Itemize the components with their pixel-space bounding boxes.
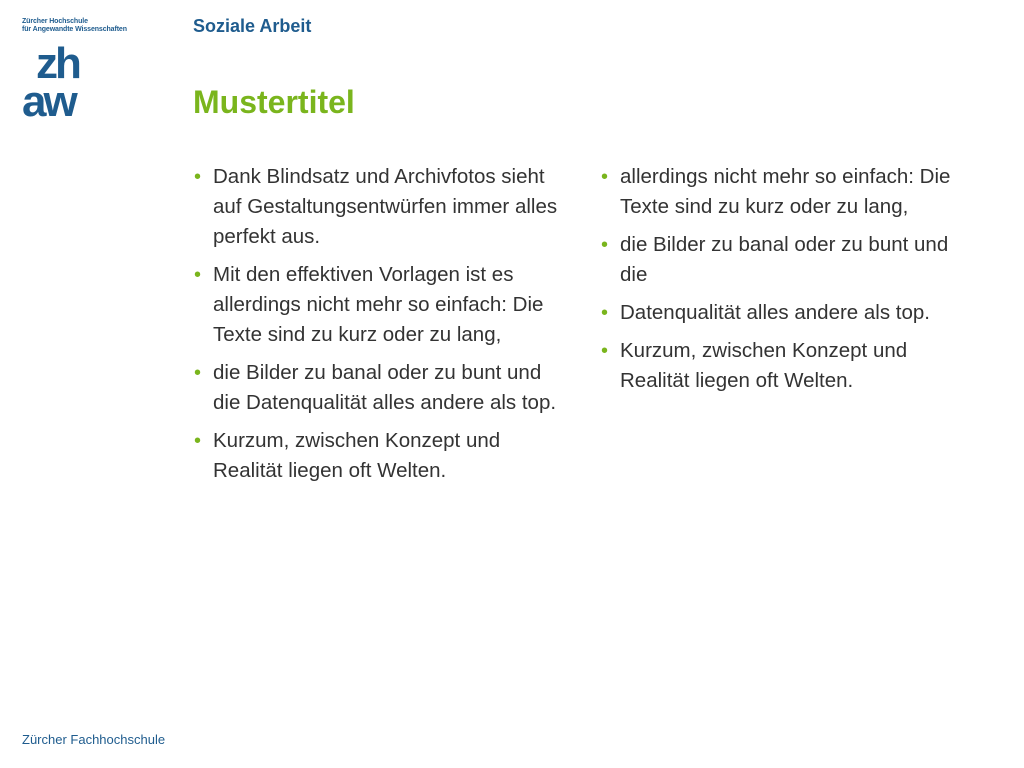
footer-label: Zürcher Fachhochschule [22, 732, 166, 747]
bullet-text: Mit den effektiven Vorlagen ist es allerdings nicht mehr so einfach: Die Texte sind zu kurz oder zu lang, [213, 263, 544, 346]
right-bullet-list [600, 162, 970, 396]
bullet-text: die Bilder zu banal oder zu bunt und die [620, 233, 949, 286]
bullet-icon: • [601, 302, 609, 324]
bullet-item [193, 260, 568, 350]
slide-title: Mustertitel [193, 84, 355, 120]
bullet-text: allerdings nicht mehr so einfach: Die Texte sind zu kurz oder zu lang, [620, 165, 951, 218]
bullet-item [600, 162, 970, 222]
bullet-item [193, 162, 568, 252]
bullet-icon: • [194, 166, 202, 188]
bullet-text: Kurzum, zwischen Konzept und Realität liegen oft Welten. [213, 429, 501, 482]
logo-text-top: zh [36, 42, 79, 88]
logo-caption-line2: für Angewandte Wissenschaften [22, 26, 127, 33]
bullet-item [600, 298, 970, 328]
logo-text-bottom: aw [22, 77, 75, 122]
zhaw-logo-mark [22, 42, 102, 122]
bullet-text: Kurzum, zwischen Konzept und Realität liegen oft Welten. [620, 339, 908, 392]
bullet-text: Datenqualität alles andere als top. [620, 301, 930, 324]
bullet-icon: • [601, 234, 609, 256]
right-column [600, 162, 970, 404]
bullet-text: Dank Blindsatz und Archivfotos sieht auf Gestaltungsentwürfen immer alles perfekt aus. [213, 165, 558, 248]
left-column [193, 162, 568, 494]
bullet-icon: • [194, 430, 202, 452]
bullet-text: die Bilder zu banal oder zu bunt und die Datenqualität alles andere als top. [213, 361, 557, 414]
bullet-icon: • [601, 166, 609, 188]
zhaw-logo [22, 18, 162, 128]
bullet-icon: • [194, 362, 202, 384]
bullet-item [600, 230, 970, 290]
logo-caption-line1: Zürcher Hochschule [22, 18, 88, 25]
bullet-item [600, 336, 970, 396]
department-label: Soziale Arbeit [193, 16, 312, 36]
bullet-item [193, 426, 568, 486]
bullet-item [193, 358, 568, 418]
left-bullet-list [193, 162, 568, 486]
bullet-icon: • [194, 264, 202, 286]
logo-caption [22, 18, 162, 34]
bullet-icon: • [601, 340, 609, 362]
